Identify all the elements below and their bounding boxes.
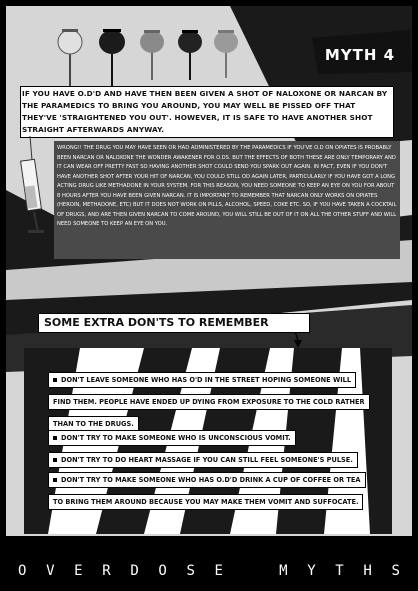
footer-letter: D (130, 563, 139, 579)
footer-title (0, 556, 418, 586)
tip-item (48, 372, 370, 432)
myth-statement: IF YOU HAVE O.D'D AND HAVE THEN BEEN GIVEN A SHOT OF NALOXONE OR NARCAN BY THE PARAMEDICS TO BRING YOU AROUND, YOU MAY WELL BE PISSED OFF THAT THEY'VE 'STRAIGHTENED YOU OUT'. HOWEVER, IT IS SAFE TO HAVE ANOTHER SHOT STRAIGHT AFTERWARDS ANYWAY. (22, 89, 388, 134)
footer-letter: T (335, 563, 344, 579)
tip-line: FIND THEM. PEOPLE HAVE ENDED UP DYING FROM EXPOSURE TO THE COLD RATHER (48, 394, 370, 410)
poppy-5-icon (214, 30, 238, 78)
footer-letter: H (363, 563, 372, 579)
tip-line: DON'T LEAVE SOMEONE WHO HAS O'D IN THE STREET HOPING SOMEONE WILL (48, 372, 356, 388)
poppy-4-icon (178, 30, 202, 80)
footer-letter: E (214, 563, 223, 579)
tip-line: DON'T TRY TO MAKE SOMEONE WHO IS UNCONSCIOUS VOMIT. (48, 430, 296, 446)
bullet-icon (53, 378, 57, 382)
syringe-icon (14, 136, 54, 236)
poppy-3-icon (140, 30, 164, 80)
footer-letter: V (46, 563, 55, 579)
footer-spacer (243, 563, 260, 579)
footer-letter: O (158, 563, 167, 579)
poppy-1-icon (58, 29, 82, 90)
footer-letter: Y (307, 563, 316, 579)
myth-badge: MYTH 4 (324, 46, 396, 64)
bottom-band (6, 536, 412, 554)
tips-panel (24, 348, 392, 534)
tip-item (48, 452, 358, 468)
footer-letter: R (102, 563, 111, 579)
footer-letter: O (18, 563, 27, 579)
tip-line: TO BRING THEM AROUND BECAUSE YOU MAY MAKE THEM VOMIT AND SUFFOCATE. (48, 494, 363, 510)
tip-item (48, 472, 366, 510)
tip-line: DON'T TRY TO MAKE SOMEONE WHO HAS O.D'D DRINK A CUP OF COFFEE OR TEA (48, 472, 366, 488)
tip-item (48, 430, 296, 446)
footer-letter: E (74, 563, 83, 579)
answer-paragraph: WRONG!! THE DRUG YOU MAY HAVE SEEN OR HAD ADMINISTERED BY THE PARAMEDICS IF YOU'VE O.D ON OPIATES IS PROBABLY BEEN NARCAN OR NALOXONE THE WONDER AWAKENER FOR O.DS. BUT THE EFFECTS OF BOTH THESE ARE ONLY TEMPORARY AND IT CAN WEAR OFF PRETTY FAST SO HAVING ANOTHER SHOT COULD SEND YOU SPARK OUT AGAIN. IN FACT, EVEN IF YOU DON'T HAVE ANOTHER SHOT AFTER YOUR HIT OF NARCAN, YOU COULD STILL OD AGAIN LATER, PARTICULARLY IF YOU HAVE GOT A LONG ACTING DRUG LIKE METHADONE IN YOUR SYSTEM. FOR THIS REASON, YOU NEED SOMEONE TO KEEP AN EYE ON YOU FOR ABOUT 8 HOURS AFTER YOU HAVE BEEN GIVEN NARCAN. IT IS IMPORTANT TO REMEMBER THAT NARCAN ONLY WORKS ON OPIATES (HEROIN, METHADONE, ETC) BUT IT DOES NOT WORK ON PILLS, ALCOHOL, SPEED, COKE ETC. SO, IF YOU HAVE TAKEN A COCKTAIL OF DRUGS, AND ARE THEN GIVEN NARCAN TO COME AROUND, YOU WILL STILL BE OUT OF IT ON ALL THE OTHER STUFF AND WILL NEED SOMEONE TO KEEP AN EYE ON YOU. (57, 145, 397, 227)
footer-letter: M (279, 563, 288, 579)
bullet-icon (53, 436, 57, 440)
footer-letter: S (391, 563, 400, 579)
bullet-icon (53, 458, 57, 462)
poppy-2-icon (99, 29, 125, 90)
tip-line: DON'T TRY TO DO HEART MASSAGE IF YOU CAN STILL FEEL SOMEONE'S PULSE. (48, 452, 358, 468)
poppy-heads-icon (48, 20, 268, 90)
tip-line: THAN TO THE DRUGS. (48, 416, 139, 432)
extras-title: SOME EXTRA DON'TS TO REMEMBER (44, 316, 269, 329)
bullet-icon (53, 478, 57, 482)
footer-letter: S (186, 563, 195, 579)
